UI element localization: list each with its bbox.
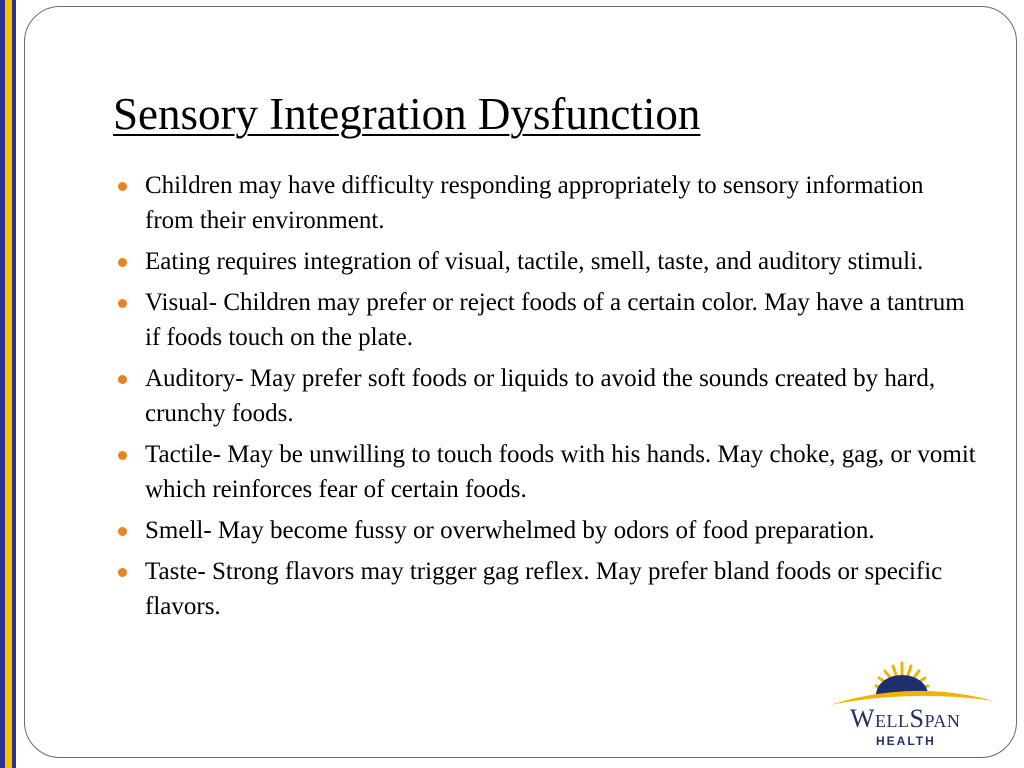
bullet-dot-icon <box>118 375 127 384</box>
bullet-item <box>116 361 976 431</box>
bullet-dot-icon <box>118 568 127 577</box>
left-stripe-blue-inner <box>12 0 16 768</box>
bullet-list <box>116 168 976 630</box>
bullet-text: Taste- Strong flavors may trigger gag reflex. May prefer bland foods or specific flavors. <box>145 558 943 620</box>
bullet-dot-icon <box>118 299 127 308</box>
logo-subtitle: HEALTH <box>876 734 936 748</box>
bullet-text: Visual- Children may prefer or reject foods of a certain color. May have a tantrum if foods touch on the plate. <box>145 289 965 351</box>
bullet-text: Smell- May become fussy or overwhelmed by odors of food preparation. <box>145 517 875 544</box>
slide-title: Sensory Integration Dysfunction <box>113 89 701 139</box>
wellspan-logo <box>826 657 998 753</box>
bullet-dot-icon <box>118 527 127 536</box>
left-stripe-gold <box>5 0 12 768</box>
bullet-text: Children may have difficulty responding appropriately to sensory information from their environment. <box>145 172 924 234</box>
logo-wordmark: WellSpan <box>850 704 961 733</box>
bullet-item <box>116 244 976 279</box>
bullet-item <box>116 554 976 624</box>
bullet-text: Tactile- May be unwilling to touch foods with his hands. May choke, gag, or vomit which reinforces fear of certain foods. <box>145 441 976 503</box>
bullet-item <box>116 437 976 507</box>
bullet-dot-icon <box>118 258 127 267</box>
bullet-text: Auditory- May prefer soft foods or liquids to avoid the sounds created by hard, crunchy foods. <box>145 365 936 427</box>
bullet-item <box>116 285 976 355</box>
bullet-text: Eating requires integration of visual, tactile, smell, taste, and auditory stimuli. <box>145 248 924 275</box>
bullet-item <box>116 513 976 548</box>
bullet-dot-icon <box>118 451 127 460</box>
bullet-dot-icon <box>118 182 127 191</box>
bullet-item <box>116 168 976 238</box>
